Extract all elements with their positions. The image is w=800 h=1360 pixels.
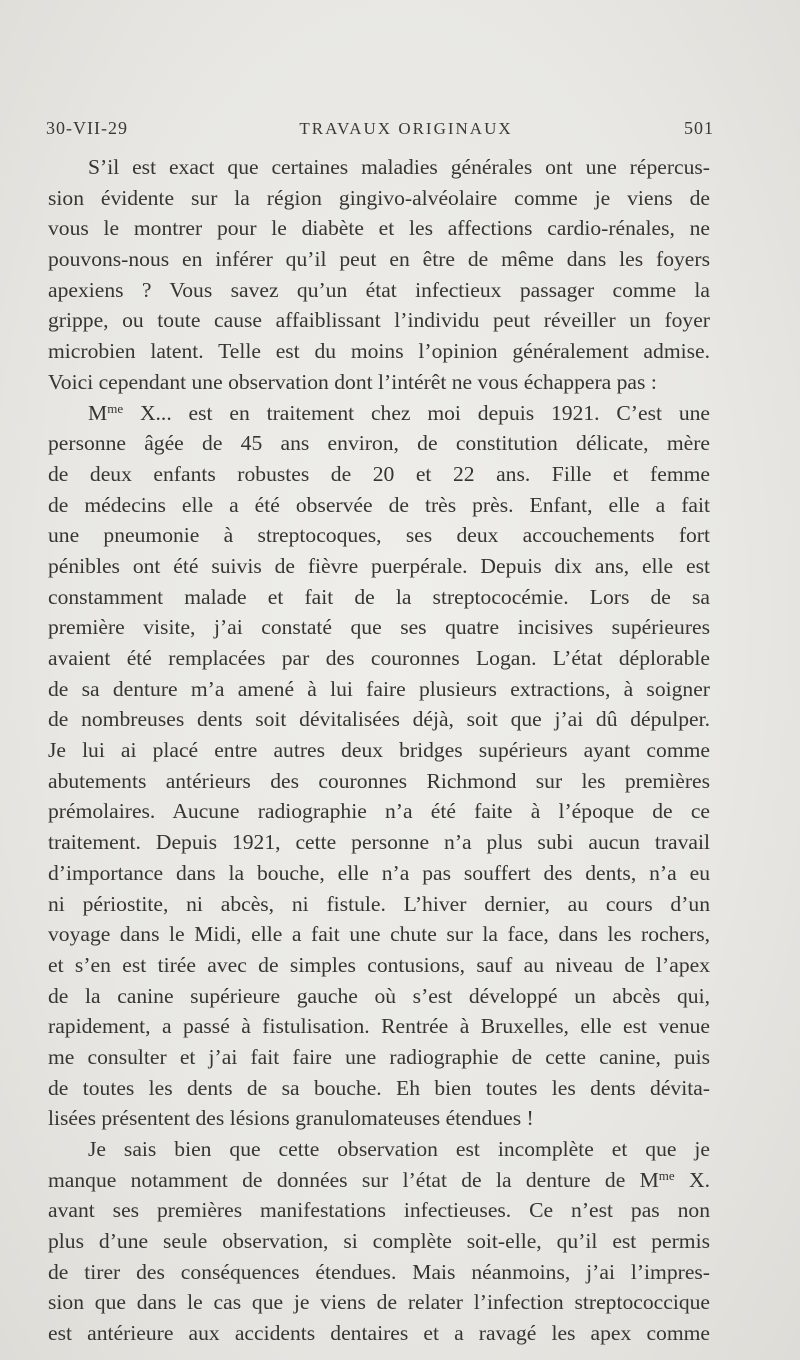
text-line bbox=[48, 766, 710, 797]
line-text: voyage dans le Midi, elle a fait une chute sur la face, dans les rochers, bbox=[48, 922, 710, 947]
text-line bbox=[48, 1042, 710, 1073]
text-line bbox=[48, 919, 710, 950]
line-prefix: M bbox=[88, 400, 108, 425]
text-line bbox=[48, 889, 710, 920]
superscript: me bbox=[658, 1167, 675, 1183]
superscript: me bbox=[107, 400, 124, 416]
text-line bbox=[48, 367, 710, 398]
line-text: plus d’une seule observation, si complète soit-elle, qu’il est permis bbox=[48, 1229, 710, 1254]
text-line bbox=[48, 1011, 710, 1042]
text-line bbox=[48, 336, 710, 367]
line-text: sion évidente sur la région gingivo-alvéolaire comme je viens de bbox=[48, 185, 710, 210]
text-line bbox=[48, 1226, 710, 1257]
text-line bbox=[48, 152, 710, 183]
text-line bbox=[48, 275, 710, 306]
line-text: d’importance dans la bouche, elle n’a pas souffert des dents, n’a eu bbox=[48, 860, 710, 885]
line-text: ni périostite, ni abcès, ni fistule. L’hiver dernier, au cours d’un bbox=[48, 891, 710, 916]
line-text: de la canine supérieure gauche où s’est développé un abcès qui, bbox=[48, 983, 710, 1008]
line-text: première visite, j’ai constaté que ses quatre incisives supérieures bbox=[48, 615, 710, 640]
text-line bbox=[48, 796, 710, 827]
text-line bbox=[48, 490, 710, 521]
text-line bbox=[48, 183, 710, 214]
line-text: me consulter et j’ai fait faire une radiographie de cette canine, puis bbox=[48, 1044, 710, 1069]
line-text: traitement. Depuis 1921, cette personne n’a plus subi aucun travail bbox=[48, 830, 710, 855]
header-title: TRAVAUX ORIGINAUX bbox=[299, 119, 513, 138]
text-line bbox=[48, 1287, 710, 1318]
line-text: personne âgée de 45 ans environ, de constitution délicate, mère bbox=[48, 431, 710, 456]
text-line bbox=[48, 213, 710, 244]
text-line bbox=[48, 674, 710, 705]
text-line bbox=[48, 551, 710, 582]
line-text: prémolaires. Aucune radiographie n’a été faite à l’époque de ce bbox=[48, 799, 710, 824]
text-line bbox=[48, 428, 710, 459]
header-date: 30-VII-29 bbox=[46, 118, 128, 138]
line-text: Je sais bien que cette observation est incomplète et que je bbox=[88, 1137, 710, 1161]
text-line bbox=[48, 981, 710, 1012]
running-header bbox=[46, 118, 714, 148]
text-line bbox=[48, 1103, 710, 1134]
text-line bbox=[48, 244, 710, 275]
line-text: Voici cependant une observation dont l’intérêt ne vous échappera pas : bbox=[48, 369, 657, 394]
line-text: vous le montrer pour le diabète et les affections cardio-rénales, ne bbox=[48, 216, 710, 241]
line-text: Je lui ai placé entre autres deux bridges supérieurs ayant comme bbox=[48, 738, 710, 763]
text-line bbox=[48, 950, 710, 981]
line-suffix: X. bbox=[674, 1167, 710, 1192]
text-line bbox=[48, 398, 710, 429]
line-text: S’il est exact que certaines maladies générales ont une répercus- bbox=[88, 155, 710, 179]
text-line bbox=[48, 1195, 710, 1226]
line-text: avant ses premières manifestations infectieuses. Ce n’est pas non bbox=[48, 1198, 710, 1223]
line-text: de médecins elle a été observée de très près. Enfant, elle a fait bbox=[48, 492, 710, 517]
line-text: de toutes les dents de sa bouche. Eh bien toutes les dents dévita- bbox=[48, 1075, 710, 1100]
line-text: lisées présentent des lésions granulomateuses étendues ! bbox=[48, 1106, 534, 1131]
text-line bbox=[48, 1318, 710, 1349]
page-number: 501 bbox=[684, 118, 714, 138]
text-line bbox=[48, 1134, 710, 1165]
text-line bbox=[48, 827, 710, 858]
text-line bbox=[48, 858, 710, 889]
text-line bbox=[48, 459, 710, 490]
line-text: pénibles ont été suivis de fièvre puerpérale. Depuis dix ans, elle est bbox=[48, 553, 710, 578]
line-text: grippe, ou toute cause affaiblissant l’individu peut réveiller un foyer bbox=[48, 308, 710, 333]
line-text: rapidement, a passé à fistulisation. Rentrée à Bruxelles, elle est venue bbox=[48, 1014, 710, 1039]
line-text: et s’en est tirée avec de simples contusions, sauf au niveau de l’apex bbox=[48, 952, 710, 977]
line-text: manque notamment de données sur l’état de la denture de M bbox=[48, 1167, 659, 1192]
line-text: de tirer des conséquences étendues. Mais néanmoins, j’ai l’impres- bbox=[48, 1259, 710, 1284]
line-text: une pneumonie à streptocoques, ses deux accouchements fort bbox=[48, 523, 710, 548]
line-text: de deux enfants robustes de 20 et 22 ans. Fille et femme bbox=[48, 461, 710, 486]
line-text: est antérieure aux accidents dentaires et a ravagé les apex comme bbox=[48, 1321, 710, 1346]
body-text bbox=[48, 152, 710, 1349]
line-text: pouvons-nous en inférer qu’il peut en être de même dans les foyers bbox=[48, 247, 710, 272]
line-text: constamment malade et fait de la streptococémie. Lors de sa bbox=[48, 584, 710, 609]
line-text: abutements antérieurs des couronnes Richmond sur les premières bbox=[48, 768, 710, 793]
text-line bbox=[48, 1165, 710, 1196]
text-line bbox=[48, 643, 710, 674]
line-text: sion que dans le cas que je viens de relater l’infection streptococcique bbox=[48, 1290, 710, 1315]
line-text: avaient été remplacées par des couronnes Logan. L’état déplorable bbox=[48, 646, 710, 670]
text-line bbox=[48, 520, 710, 551]
text-line bbox=[48, 305, 710, 336]
text-line bbox=[48, 735, 710, 766]
text-line bbox=[48, 704, 710, 735]
line-text: apexiens ? Vous savez qu’un état infectieux passager comme la bbox=[48, 277, 710, 302]
text-line bbox=[48, 1073, 710, 1104]
text-line bbox=[48, 1257, 710, 1288]
text-line bbox=[48, 582, 710, 613]
line-text: microbien latent. Telle est du moins l’opinion généralement admise. bbox=[48, 339, 710, 364]
line-text: de sa denture m’a amené à lui faire plusieurs extractions, à soigner bbox=[48, 676, 710, 701]
line-text: X... est en traitement chez moi depuis 1921. C’est une bbox=[139, 400, 710, 425]
line-text: de nombreuses dents soit dévitalisées déjà, soit que j’ai dû dépulper. bbox=[48, 707, 710, 732]
text-line bbox=[48, 612, 710, 643]
